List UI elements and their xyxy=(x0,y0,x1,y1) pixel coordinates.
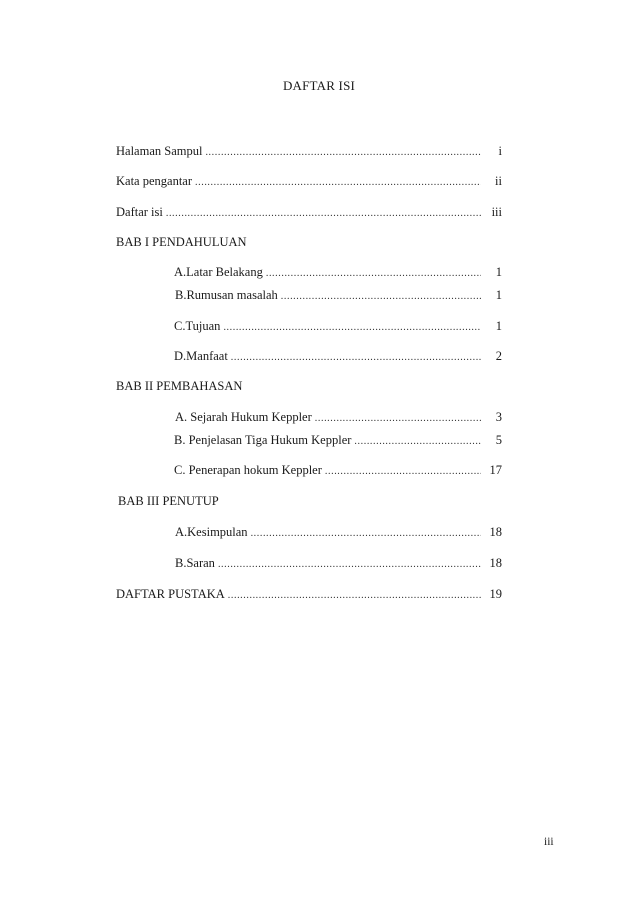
toc-entry-page: 2 xyxy=(495,349,502,363)
toc-entry-label: B. Penjelasan Tiga Hukum Keppler xyxy=(174,433,352,447)
toc-entry-label: A.Latar Belakang xyxy=(174,265,263,279)
toc-entry-latar-belakang xyxy=(174,264,502,282)
toc-entry-halaman-sampul xyxy=(116,143,502,161)
dot-leader xyxy=(218,557,481,573)
toc-entry-label: Halaman Sampul xyxy=(116,144,203,158)
page-number: iii xyxy=(544,836,554,848)
toc-entry-rumusan-masalah xyxy=(175,287,502,305)
dot-leader xyxy=(251,526,481,542)
dot-leader xyxy=(354,434,481,450)
toc-entry-page: 19 xyxy=(489,587,502,601)
toc-entry-penerapan-hukum xyxy=(174,462,502,480)
toc-entry-page: 17 xyxy=(489,463,502,477)
toc-entry-label: C.Tujuan xyxy=(174,319,221,333)
toc-entry-saran xyxy=(175,555,502,573)
toc-entry-manfaat xyxy=(174,348,502,366)
toc-entry-tujuan xyxy=(174,318,502,336)
toc-entry-label: D.Manfaat xyxy=(174,349,228,363)
toc-entry-daftar-isi xyxy=(116,204,502,222)
dot-leader xyxy=(315,411,481,427)
toc-entry-label: Kata pengantar xyxy=(116,174,193,188)
toc-entry-label: Daftar isi xyxy=(116,205,163,219)
toc-entry-page: 1 xyxy=(495,288,502,302)
toc-entry-kesimpulan xyxy=(175,524,502,542)
toc-entry-page: 1 xyxy=(495,265,502,279)
chapter-heading-bab-3: BAB III PENUTUP xyxy=(118,494,219,508)
page-title: DAFTAR ISI xyxy=(282,78,356,93)
dot-leader xyxy=(223,320,481,336)
toc-entry-page: 18 xyxy=(489,556,502,570)
toc-entry-page: 1 xyxy=(495,319,502,333)
toc-entry-page: 18 xyxy=(489,525,502,539)
dot-leader xyxy=(166,206,481,222)
dot-leader xyxy=(266,266,481,282)
dot-leader xyxy=(231,350,481,366)
toc-entry-label: A. Sejarah Hukum Keppler xyxy=(175,410,312,424)
chapter-heading-bab-1: BAB I PENDAHULUAN xyxy=(116,235,247,249)
toc-entry-label: C. Penerapan hokum Keppler xyxy=(174,463,322,477)
dot-leader xyxy=(281,289,481,305)
toc-entry-page: i xyxy=(498,144,502,158)
chapter-heading-bab-2: BAB II PEMBAHASAN xyxy=(116,379,243,393)
toc-entry-page: iii xyxy=(491,205,502,219)
dot-leader xyxy=(228,588,481,604)
toc-entry-kata-pengantar xyxy=(116,173,502,191)
toc-entry-label: B.Saran xyxy=(175,556,215,570)
toc-entry-sejarah-hukum-keppler xyxy=(175,409,502,427)
toc-entry-label: DAFTAR PUSTAKA xyxy=(116,587,225,601)
dot-leader xyxy=(195,175,481,191)
toc-entry-label: A.Kesimpulan xyxy=(175,525,248,539)
dot-leader xyxy=(325,464,481,480)
toc-entry-penjelasan-tiga-hukum xyxy=(174,432,502,450)
toc-entry-daftar-pustaka xyxy=(116,586,502,604)
toc-entry-label: B.Rumusan masalah xyxy=(175,288,278,302)
toc-entry-page: ii xyxy=(495,174,502,188)
toc-entry-page: 5 xyxy=(495,433,502,447)
dot-leader xyxy=(205,145,481,161)
toc-entry-page: 3 xyxy=(495,410,502,424)
